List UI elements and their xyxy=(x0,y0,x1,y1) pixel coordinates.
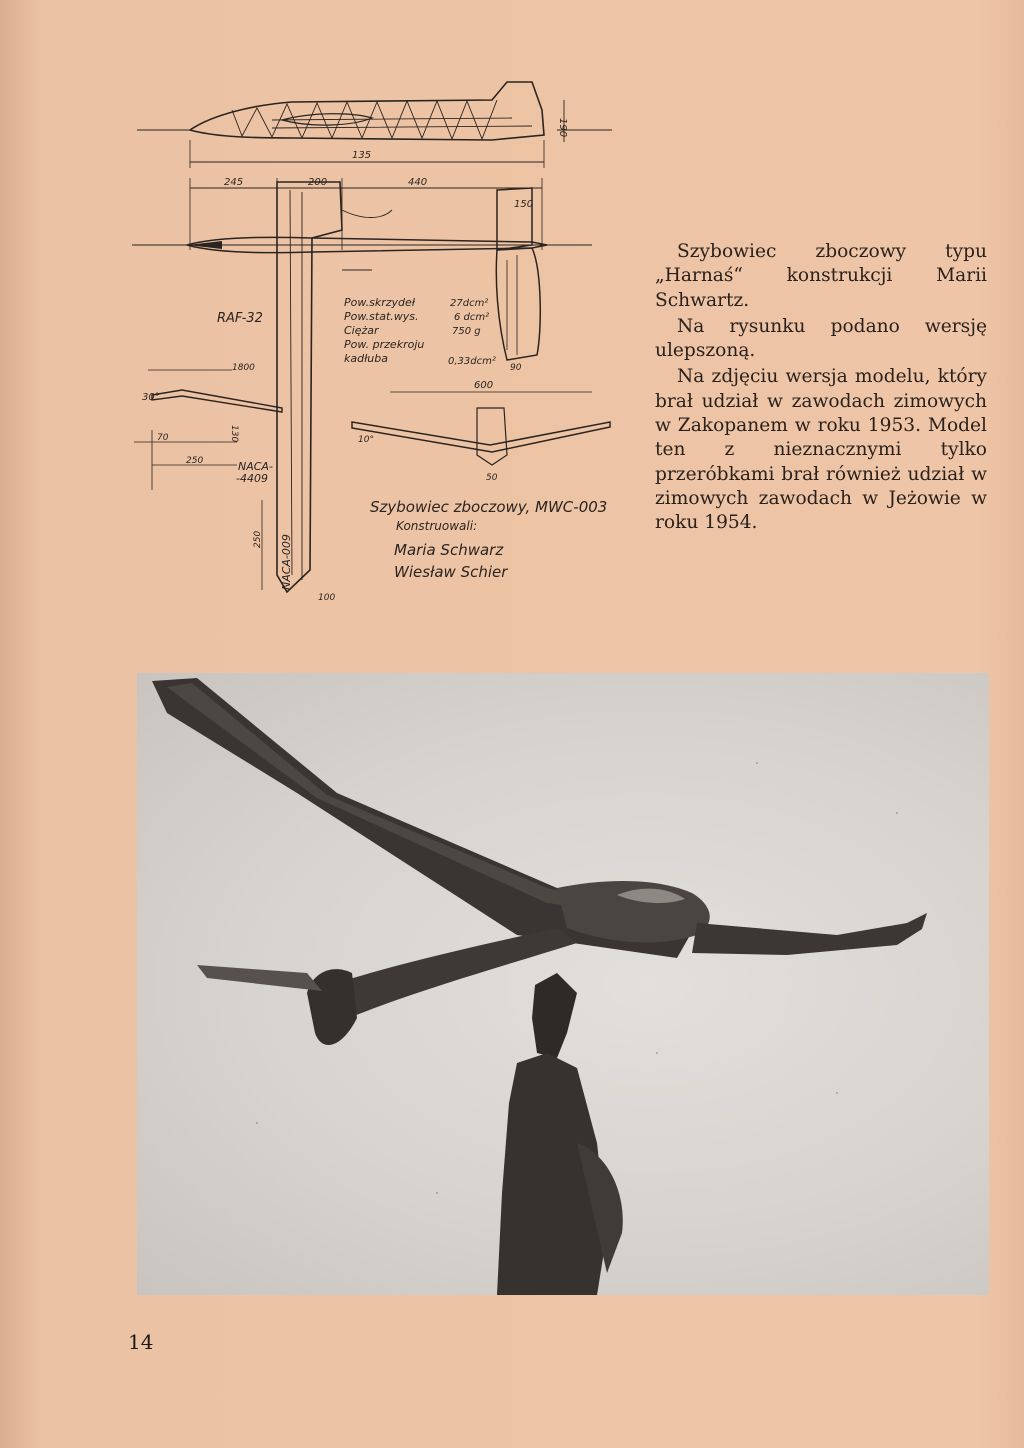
side-view xyxy=(137,82,612,168)
dim-600: 600 xyxy=(474,380,494,391)
bottom-dimensions xyxy=(253,500,335,603)
constructors-label: Konstruowali: xyxy=(396,519,478,533)
drawing-title-block xyxy=(370,498,607,581)
caption-paragraph-3: Na zdjęciu wersja modelu, który brał udział w zawodach zimowych w Zakopanem w roku 1953. Model ten z nieznacznymi tylko przeróbkami brał również udział w zimowych zawodach w Jeżowie w roku 1954. xyxy=(655,366,987,534)
dim-1800: 1800 xyxy=(232,363,255,373)
profile-naca-a: NACA- xyxy=(238,460,273,473)
dim-10: 10° xyxy=(358,435,374,445)
profile-naca-b: -4409 xyxy=(236,472,268,485)
glider-technical-drawing xyxy=(112,70,632,615)
dim-30: 30° xyxy=(142,392,160,403)
dim-height-side: 190 xyxy=(557,118,568,138)
dim-150: 150 xyxy=(514,199,534,210)
rear-view xyxy=(352,380,610,483)
glider-photo xyxy=(137,673,989,1295)
spec-value-1: 27dcm² xyxy=(450,298,489,309)
spec-label-2: Pow.stat.wys. xyxy=(344,310,419,323)
glider-photo-image xyxy=(137,673,989,1295)
dim-250a: 250 xyxy=(186,456,204,466)
dim-50: 50 xyxy=(486,473,498,483)
dim-440: 440 xyxy=(408,177,428,188)
specs-table xyxy=(344,296,496,367)
profile-raf: RAF-32 xyxy=(217,311,263,326)
spec-label-3: Ciężar xyxy=(344,324,379,337)
dim-245: 245 xyxy=(224,177,244,188)
spec-value-5: 0,33dcm² xyxy=(448,356,496,367)
dim-90: 90 xyxy=(510,363,522,373)
spec-value-2: 6 dcm² xyxy=(454,312,490,323)
constructor-2: Wiesław Schier xyxy=(394,563,508,581)
spec-label-5: kadłuba xyxy=(344,352,388,365)
caption-paragraph-2: Na rysunku podano wersję ulepszoną. xyxy=(655,315,987,362)
dim-length: 135 xyxy=(352,150,372,161)
top-view xyxy=(132,182,592,592)
drawing-title: Szybowiec zboczowy, MWC-003 xyxy=(370,498,608,516)
spec-label-4: Pow. przekroju xyxy=(344,338,425,351)
constructor-1: Maria Schwarz xyxy=(394,541,504,559)
page-number: 14 xyxy=(128,1330,154,1354)
dim-100: 100 xyxy=(318,593,336,603)
dim-130: 130 xyxy=(229,425,239,443)
spec-value-3: 750 g xyxy=(452,326,481,337)
spec-label-1: Pow.skrzydeł xyxy=(344,296,415,309)
profile-naca-c: NACA-009 xyxy=(280,534,293,590)
dim-250b: 250 xyxy=(253,530,263,548)
dim-200: 200 xyxy=(308,177,328,188)
caption-text xyxy=(655,240,987,538)
dim-70: 70 xyxy=(157,433,169,443)
caption-paragraph-1: Szybowiec zboczowy typu „Harnaś“ konstrukcji Marii Schwartz. xyxy=(655,241,987,311)
